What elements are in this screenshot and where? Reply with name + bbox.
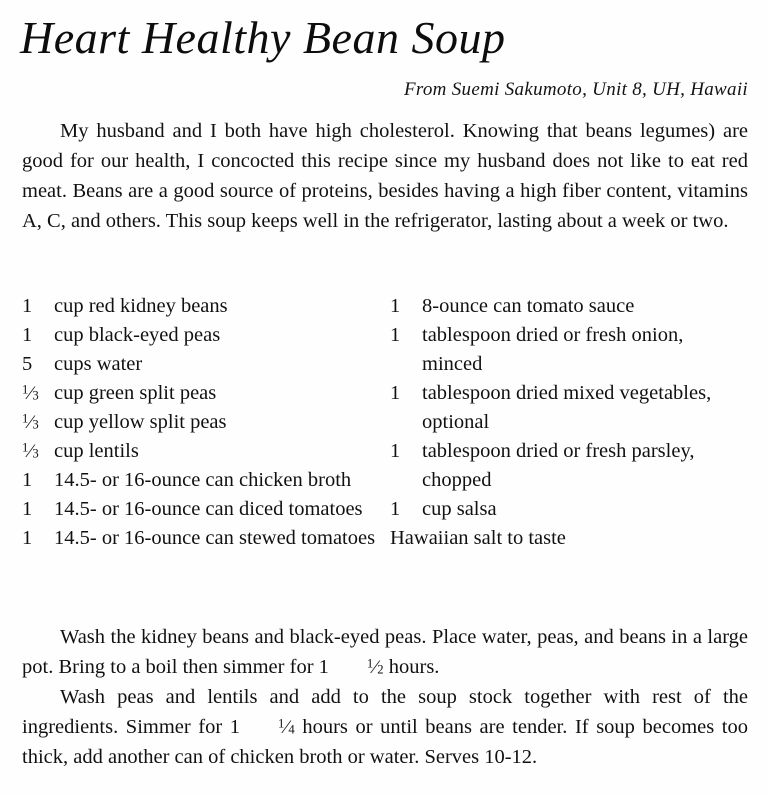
ingredient-quantity: 1 (390, 382, 401, 404)
ingredient-item (390, 379, 748, 437)
ingredient-quantity: 5 (22, 353, 33, 375)
fraction: $^1$⁄2 (366, 656, 384, 678)
ingredient-quantity: 1 (22, 469, 33, 491)
ingredient-item (22, 379, 390, 408)
recipe-byline: From Suemi Sakumoto, Unit 8, UH, Hawaii (403, 79, 748, 100)
ingredient-text: cup lentils (54, 440, 139, 462)
fraction: $^1$⁄3 (22, 411, 39, 433)
ingredient-quantity: 1 (390, 324, 401, 346)
ingredient-item (22, 292, 390, 321)
ingredient-text: tablespoon dried or fresh parsley, chopped (422, 440, 695, 491)
ingredient-text: tablespoon dried mixed vegetables, optional (422, 382, 712, 433)
ingredient-item (22, 466, 390, 495)
ingredient-text: cup green split peas (54, 382, 217, 404)
instructions-section (22, 622, 748, 772)
ingredient-text: 14.5- or 16-ounce can stewed tomatoes (54, 527, 376, 549)
ingredient-text: cup salsa (422, 498, 497, 520)
page-title: Heart Healthy Bean Soup (20, 12, 506, 63)
ingredient-text: Hawaiian salt to taste (390, 527, 566, 549)
ingredient-quantity: 1 (22, 498, 33, 520)
ingredient-item (22, 524, 390, 553)
ingredient-text: cup red kidney beans (54, 295, 228, 317)
ingredient-text: cup black-eyed peas (54, 324, 221, 346)
fraction: $^1$⁄3 (22, 382, 39, 404)
ingredient-text: 8-ounce can tomato sauce (422, 295, 635, 317)
ingredient-quantity (22, 379, 48, 408)
fraction: $^1$⁄3 (22, 440, 39, 462)
ingredient-item (22, 437, 390, 466)
ingredient-quantity: 1 (390, 498, 401, 520)
ingredient-quantity: 1 (22, 527, 33, 549)
ingredient-quantity: 1 (22, 295, 33, 317)
ingredient-text: 14.5- or 16-ounce can diced tomatoes (54, 498, 363, 520)
ingredient-item (22, 350, 390, 379)
ingredient-item (390, 321, 748, 379)
recipe-intro-paragraph: My husband and I both have high cholesterol. Knowing that beans legumes) are good for our health, I concocted this recipe since my husband does not like to eat red meat. Beans are a good source of proteins, besides having a high fiber content, vitamins A, C, and others. This soup keeps well in the refrigerator, lasting about a week or two. (22, 120, 748, 232)
ingredient-item (390, 437, 748, 495)
instruction-paragraph: Wash peas and lentils and add to the soup stock together with rest of the ingredients. Simmer for 1 $^1$⁄4 hours or until beans are tender. If soup becomes too thick, add another can of chicken broth or water. Serves 10-12. (22, 686, 748, 768)
ingredient-item (390, 495, 748, 524)
ingredient-quantity: 1 (390, 440, 401, 462)
ingredient-text: 14.5- or 16-ounce can chicken broth (54, 469, 352, 491)
ingredients-list (22, 292, 748, 617)
ingredient-quantity: 1 (22, 324, 33, 346)
fraction: $^1$⁄4 (278, 716, 295, 738)
ingredient-quantity: 1 (390, 295, 401, 317)
ingredient-quantity (22, 408, 48, 437)
ingredient-item (390, 292, 748, 321)
ingredient-item (390, 524, 748, 553)
ingredient-text: tablespoon dried or fresh onion, minced (422, 324, 684, 375)
ingredient-text: cups water (54, 353, 143, 375)
ingredient-item (22, 408, 390, 437)
ingredient-quantity (22, 437, 48, 466)
ingredient-item (22, 321, 390, 350)
ingredients-column-left (22, 292, 390, 553)
ingredient-text: cup yellow split peas (54, 411, 227, 433)
instruction-paragraph: Wash the kidney beans and black-eyed peas. Place water, peas, and beans in a large pot. Bring to a boil then simmer for 1 $^1$⁄2 hours. (22, 626, 748, 678)
ingredient-item (22, 495, 390, 524)
ingredients-column-right (390, 292, 748, 553)
